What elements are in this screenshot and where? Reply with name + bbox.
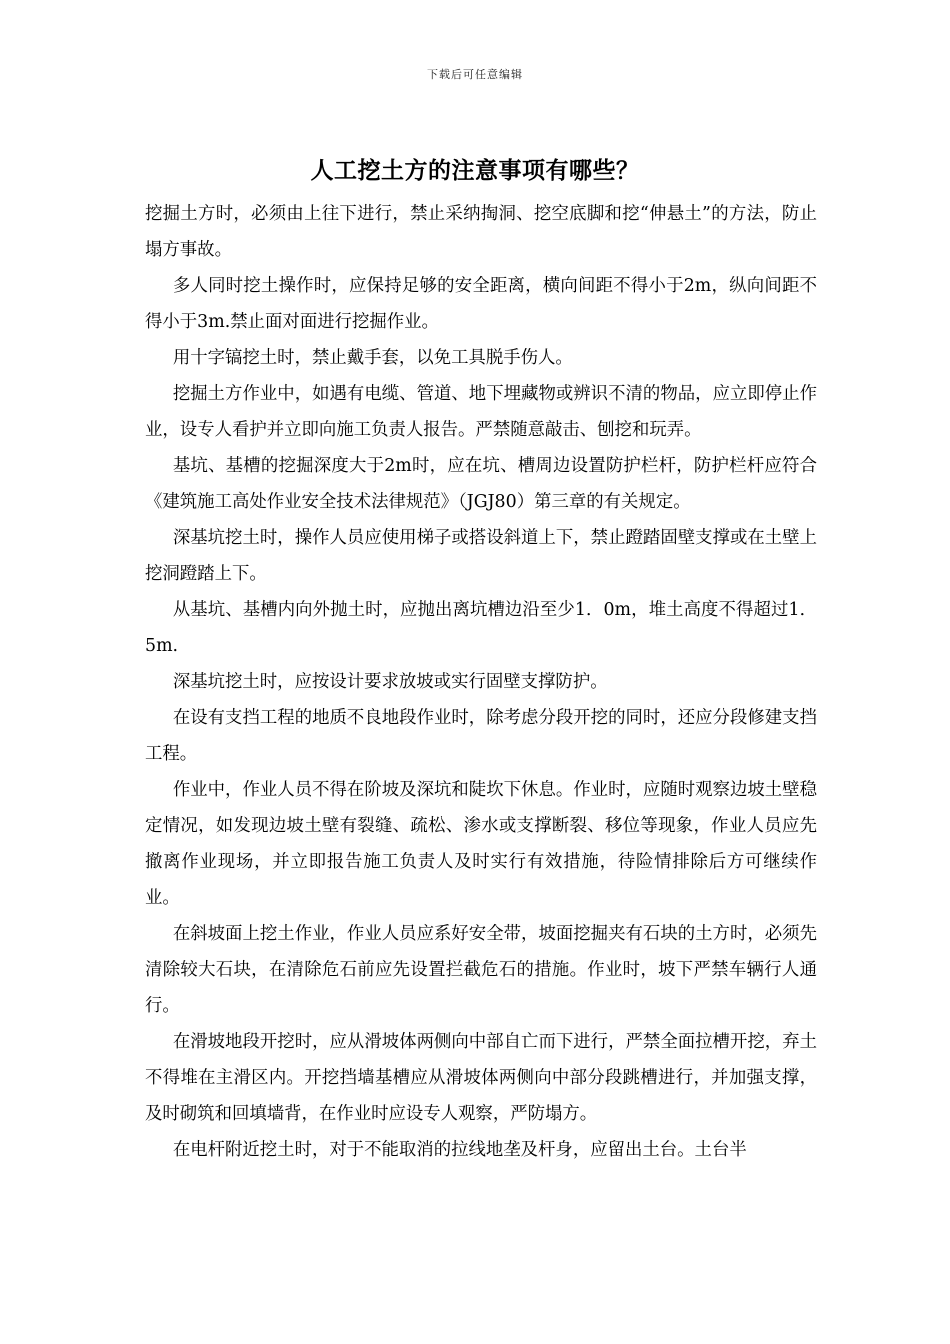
paragraph: 在电杆附近挖土时，对于不能取消的拉线地垄及杆身，应留出土台。土台半 — [172, 1140, 747, 1160]
header-note: 下载后可任意编辑 — [427, 68, 523, 81]
paragraph: 从基坑、基槽内向外抛土时，应抛出离坑槽边沿至少1．0m，堆土高度不得超过1．5m. — [145, 600, 817, 656]
paragraph: 在设有支挡工程的地质不良地段作业时，除考虑分段开挖的同时，还应分段修建支挡工程。 — [145, 708, 817, 764]
paragraph: 基坑、基槽的挖掘深度大于2m时，应在坑、槽周边设置防护栏杆，防护栏杆应符合《建筑施工高处作业安全技术法律规范》（JGJ80）第三章的有关规定。 — [145, 456, 817, 512]
paragraph: 挖掘土方作业中，如遇有电缆、管道、地下埋藏物或辨识不清的物品，应立即停止作业，设专人看护并立即向施工负责人报告。严禁随意敲击、刨挖和玩弄。 — [145, 384, 817, 440]
paragraph: 用十字镐挖土时，禁止戴手套，以免工具脱手伤人。 — [172, 348, 573, 368]
paragraph: 深基坑挖土时，应按设计要求放坡或实行固壁支撑防护。 — [172, 672, 608, 692]
paragraph: 挖掘土方时，必须由上往下进行，禁止采纳掏洞、挖空底脚和挖“伸悬土”的方法，防止塌方事故。 — [145, 204, 817, 260]
paragraph: 深基坑挖土时，操作人员应使用梯子或搭设斜道上下，禁止蹬踏固壁支撑或在土壁上挖洞蹬踏上下。 — [145, 528, 817, 584]
paragraph: 作业中，作业人员不得在阶坡及深坑和陡坎下休息。作业时，应随时观察边坡土壁稳定情况，如发现边坡土壁有裂缝、疏松、渗水或支撑断裂、移位等现象，作业人员应先撤离作业现场，并立即报告施工负责人及时实行有效措施，待险情排除后方可继续作业。 — [145, 780, 817, 908]
document-body — [145, 196, 817, 1168]
page-title: 人工挖土方的注意事项有哪些？ — [310, 157, 640, 184]
paragraph: 多人同时挖土操作时，应保持足够的安全距离，横向间距不得小于2m，纵向间距不得小于3m.禁止面对面进行挖掘作业。 — [145, 276, 817, 332]
paragraph: 在滑坡地段开挖时，应从滑坡体两侧向中部自亡而下进行，严禁全面拉槽开挖，弃土不得堆在主滑区内。开挖挡墙基槽应从滑坡体两侧向中部分段跳槽进行，并加强支撑，及时砌筑和回填墙背，在作业时应设专人观察，严防塌方。 — [145, 1032, 817, 1124]
paragraph: 在斜坡面上挖土作业，作业人员应系好安全带，坡面挖掘夹有石块的土方时，必须先清除较大石块，在清除危石前应先设置拦截危石的措施。作业时，坡下严禁车辆行人通行。 — [145, 924, 817, 1016]
